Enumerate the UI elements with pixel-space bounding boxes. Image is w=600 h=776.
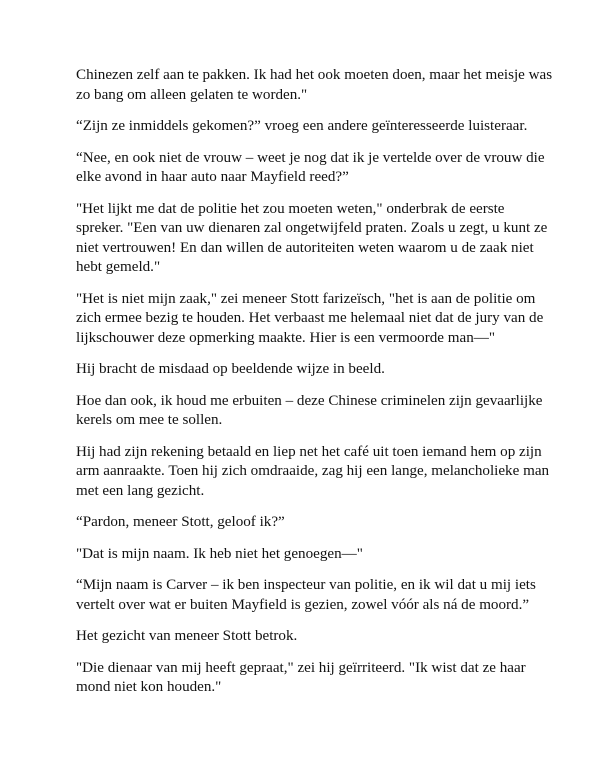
paragraph-6: Hij bracht de misdaad op beeldende wijze in beeld. <box>76 361 385 377</box>
paragraph-10: "Dat is mijn naam. Ik heb niet het genoegen—" <box>76 545 363 562</box>
paragraph-2: “Zijn ze inmiddels gekomen?” vroeg een andere geïnteresseerde luisteraar. <box>76 118 528 134</box>
paragraph-11: “Mijn naam is Carver – ik ben inspecteur van politie, en ik wil dat u mij iets vertelt over wat er buiten Mayfield is gezien, zowel vóór als ná de moord.” <box>76 577 536 613</box>
paragraph-1: Chinezen zelf aan te pakken. Ik had het ook moeten doen, maar het meisje was zo bang om alleen gelaten te worden." <box>76 67 553 103</box>
paragraph-8: Hij had zijn rekening betaald en liep net het café uit toen iemand hem op zijn arm aanraakte. Toen hij zich omdraaide, zag hij een lange, melancholieke man met een lang gezicht. <box>76 443 550 499</box>
document-page <box>76 66 554 710</box>
paragraph-3: “Nee, en ook niet de vrouw – weet je nog dat ik je vertelde over de vrouw die elke avond in haar auto naar Mayfield reed?” <box>76 149 545 185</box>
paragraph-4: "Het lijkt me dat de politie het zou moeten weten," onderbrak de eerste spreker. "Een van uw dienaren zal ongetwijfeld praten. Zoals u zegt, u kunt ze niet vertrouwen! En dan willen de autoriteiten weten waarom u de zaak niet hebt gemeld." <box>76 200 548 275</box>
paragraph-5: "Het is niet mijn zaak," zei meneer Stott farizeïsch, "het is aan de politie om zich ermee bezig te houden. Het verbaast me helemaal niet dat de jury van de lijkschouwer deze opmerking maakte. Hier is een vermoorde man—" <box>76 290 544 346</box>
paragraph-7: Hoe dan ook, ik houd me erbuiten – deze Chinese criminelen zijn gevaarlijke kerels om mee te sollen. <box>76 392 543 428</box>
paragraph-9: “Pardon, meneer Stott, geloof ik?” <box>76 514 285 530</box>
paragraph-12: Het gezicht van meneer Stott betrok. <box>76 628 298 644</box>
paragraph-13: "Die dienaar van mij heeft gepraat," zei hij geïrriteerd. "Ik wist dat ze haar mond niet kon houden." <box>76 659 526 695</box>
